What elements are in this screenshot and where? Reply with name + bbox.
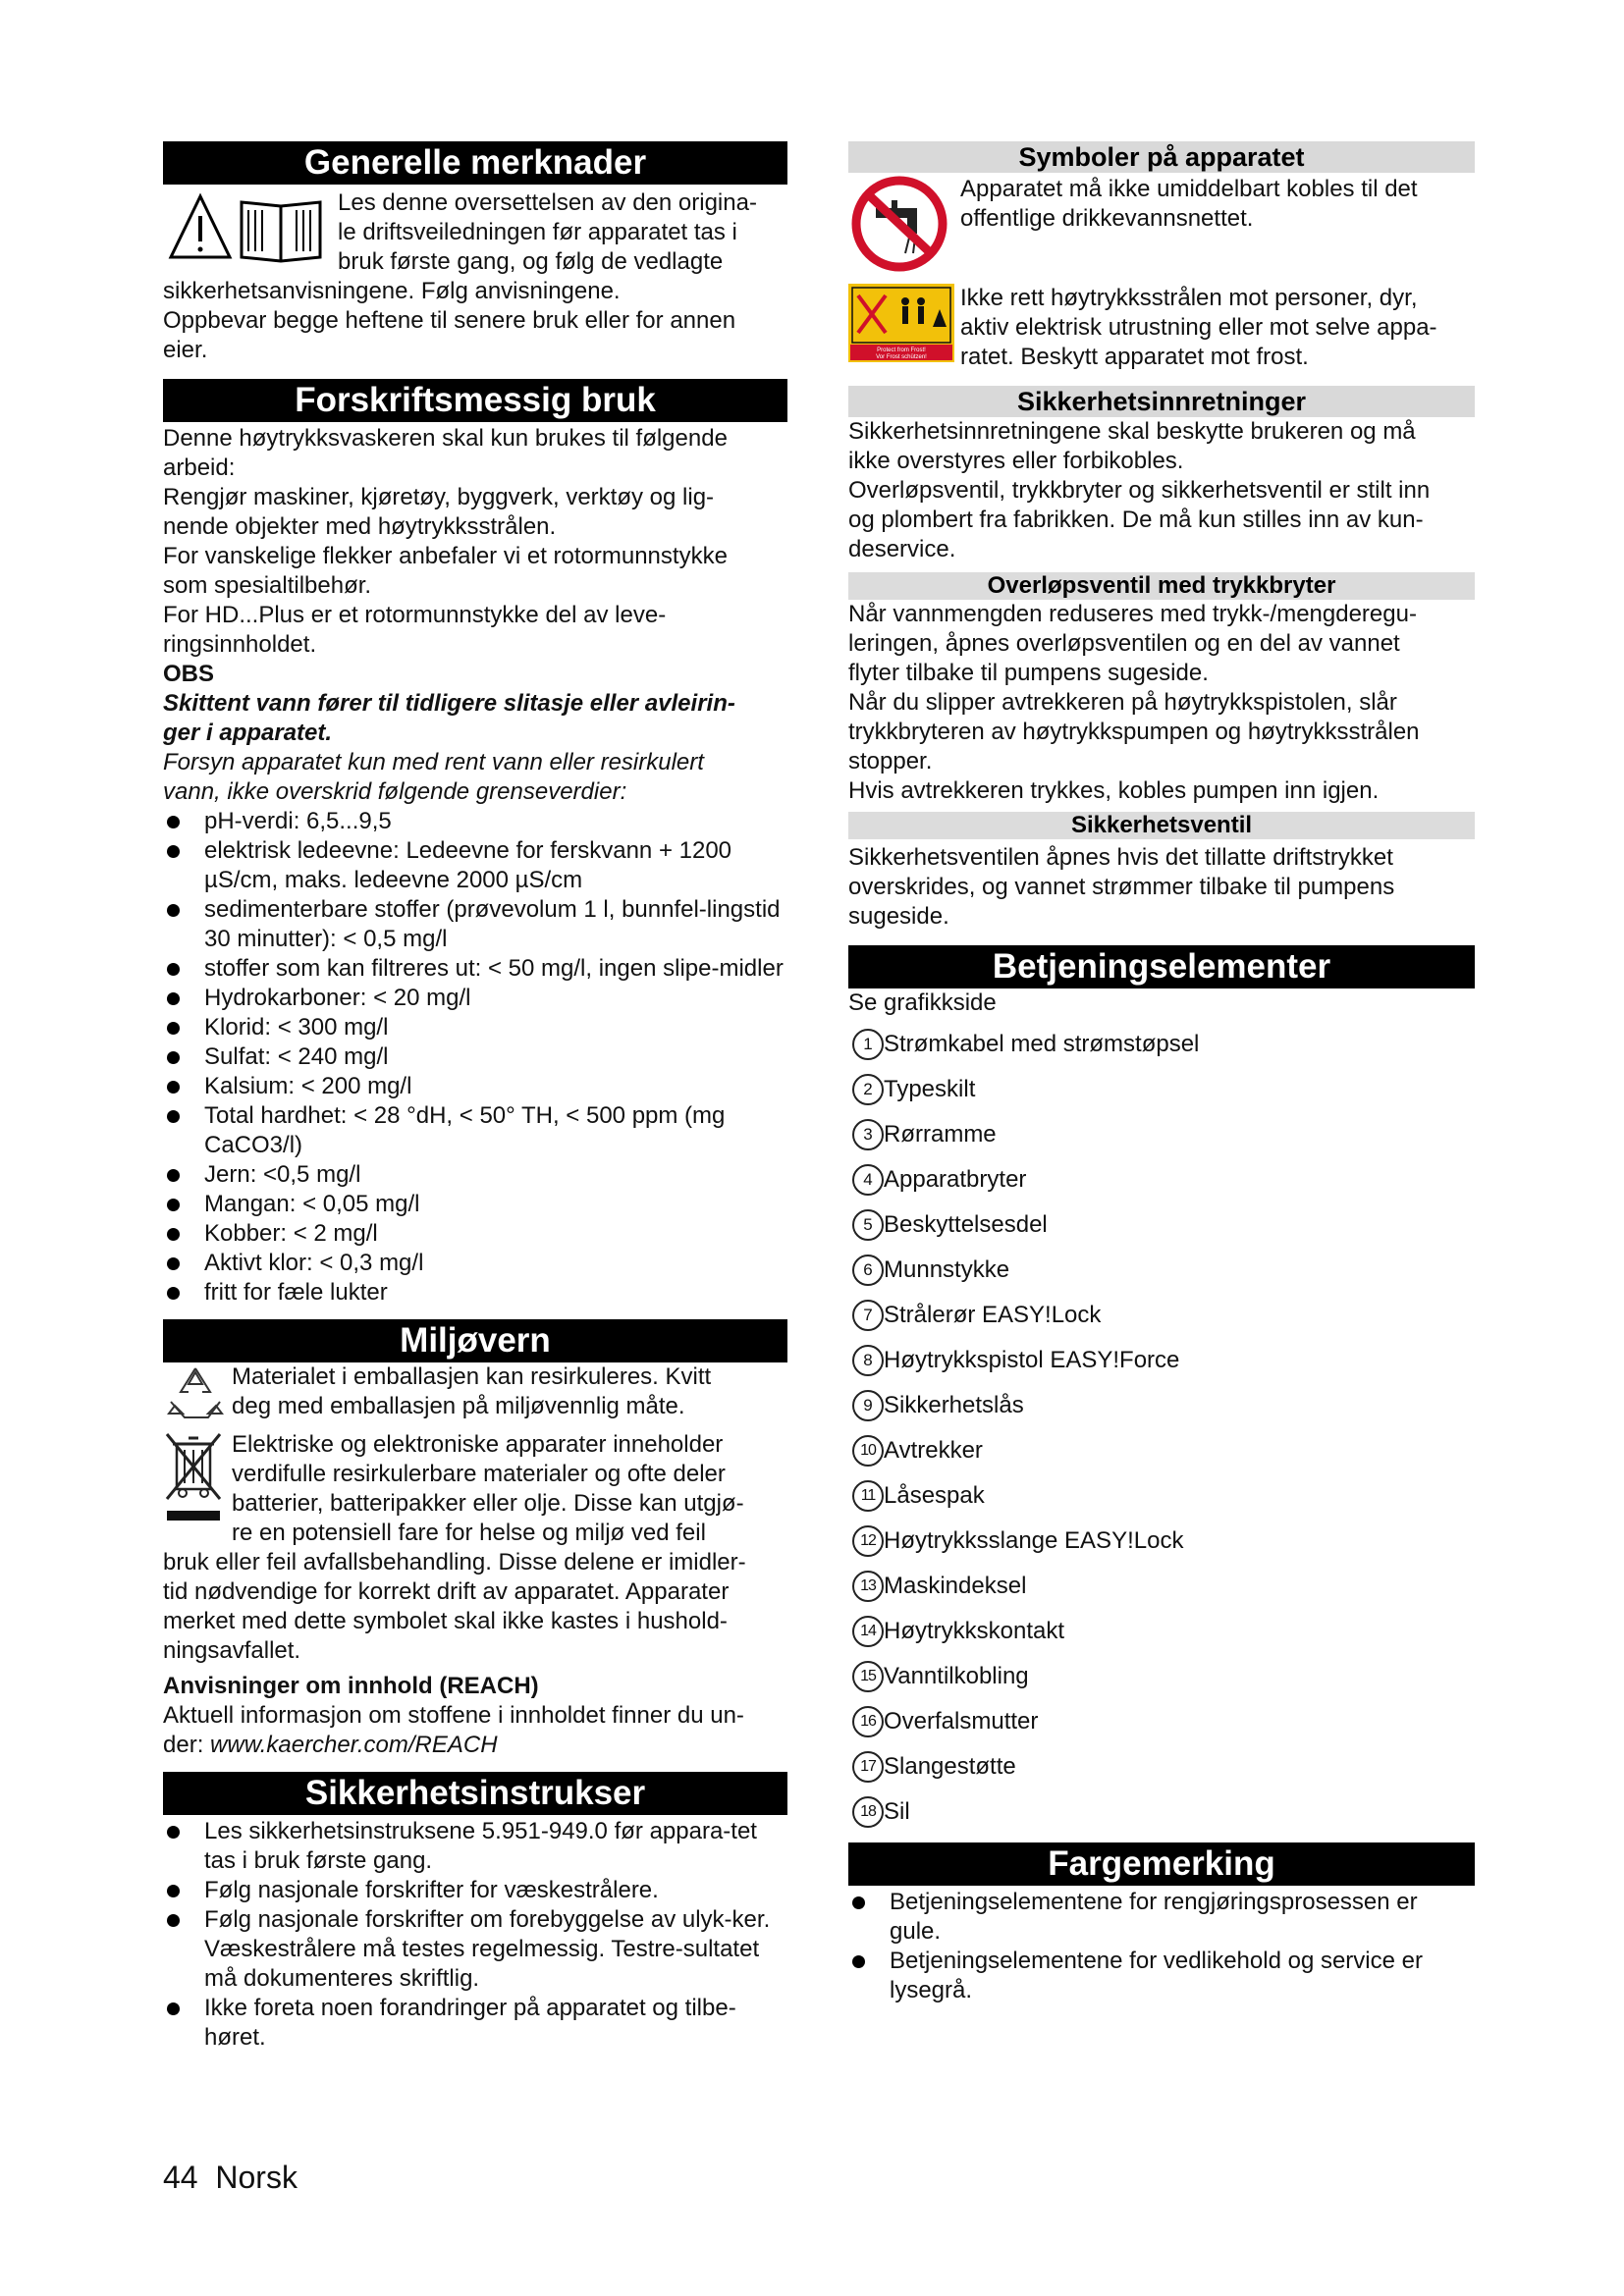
item-number: 10: [852, 1435, 884, 1467]
controls-list: [848, 1022, 1475, 1835]
list-item: 13 Maskindeksel: [848, 1564, 1475, 1609]
list-item: 2 Typeskilt: [848, 1067, 1475, 1112]
list-item: 8 Høytrykkspistol EASY!Force: [848, 1338, 1475, 1383]
manual-book-icon: [242, 202, 320, 261]
list-item: 16 Overfalsmutter: [848, 1699, 1475, 1744]
item-number: 4: [852, 1164, 884, 1196]
list-item: 12 Høytrykksslange EASY!Lock: [848, 1519, 1475, 1564]
item-number: 5: [852, 1209, 884, 1241]
item-number: 12: [852, 1525, 884, 1557]
list-item: Klorid: < 300 mg/l: [163, 1013, 787, 1042]
item-number: 13: [852, 1571, 884, 1602]
heading-safety-valve: Sikkerhetsventil: [848, 812, 1475, 839]
list-item: Følg nasjonale forskrifter for væskestrålere.: [163, 1876, 787, 1905]
crossed-bin-icon: [163, 1430, 226, 1528]
list-item: Kalsium: < 200 mg/l: [163, 1072, 787, 1101]
list-item: 4 Apparatbryter: [848, 1157, 1475, 1202]
list-item: Aktivt klor: < 0,3 mg/l: [163, 1249, 787, 1278]
item-number: 8: [852, 1345, 884, 1376]
warning-triangle-icon: [163, 188, 338, 277]
item-number: 18: [852, 1796, 884, 1828]
list-item: fritt for fæle lukter: [163, 1278, 787, 1308]
list-item: 5 Beskyttelsesdel: [848, 1202, 1475, 1248]
list-item: 9 Sikkerhetslås: [848, 1383, 1475, 1428]
jet-frost-warning-label-icon: [848, 284, 954, 362]
right-column: Symboler på apparatet Apparatet må ikke umiddelbart kobles til det offentlige drikkevannsnettet. Protect from Frost! Vor Frost schützen! Ikke rett høytrykksstrålen mot personer, dyr, aktiv elektrisk utrustning eller mot selve appa- ratet. Beskytt apparatet mot frost. Sikkerhetsinnretninger Sikkerhetsinnretningene skal beskytte brukeren og må ikke overstyres eller forbikobles. Overløpsventil, trykkbryter og sikkerhetsventil er stilt inn og plombert fra fabrikken. De må kun stilles inn av kun- deservice. Overløpsventil med trykkbryter Når vannmengden reduseres med trykk-/mengderegu- leringen, åpnes overløpsventilen og en del av vannet flyter tilbake til pumpens sugeside. Når du slipper avtrekkeren på høytrykkspistolen, slår trykkbryteren av høytrykkspumpen og høytrykksstrålen stopper. Hvis avtrekkeren trykkes, kobles pumpen inn igjen. Sikkerhetsventil Sikkerhetsventilen åpnes hvis det tillatte driftstrykket overskrides, og vannet strømmer tilbake til pumpens sugeside. Betjeningselementer Se grafikkside 1 Strømkabel med strømstøpsel 2 Typeskilt 3 Rørramme 4 Apparatbryter 5 Beskyttelsesdel 6 Munnstykke 7 Strålerør EASY!Lock 8 Høytrykkspistol EASY!Force 9 Sikkerhetslås 10 Avtrekker 11 Låsespak 12 Høytrykksslange EASY!Lock 13 Maskindeksel 14 Høytrykkskontakt 15 Vanntilkobling 16 Overfalsmutter 17 Slangestøtte 18 Sil Fargemerking Betjeningselementene for rengjøringsprosessen er gule. Betjeningselementene for vedlikehold og service er lysegrå.: [848, 141, 1475, 2005]
heading-safety-devices: Sikkerhetsinnretninger: [848, 386, 1475, 417]
jet-warning-row: Protect from Frost! Vor Frost schützen! Ikke rett høytrykksstrålen mot personer, dyr, aktiv elektrisk utrustning eller mot selve appa- ratet. Beskytt apparatet mot frost.: [848, 284, 1475, 372]
heading-general-notes: Generelle merknader: [163, 141, 787, 185]
item-number: 2: [852, 1074, 884, 1105]
list-item: elektrisk ledeevne: Ledeevne for ferskvann + 1200 µS/cm, maks. ledeevne 2000 µS/cm: [163, 836, 787, 895]
no-drinking-water-icon: [848, 175, 954, 273]
weee-row: Elektriske og elektroniske apparater inneholder verdifulle resirkulerbare materialer og ofte deler batterier, batteripakker eller olje. Disse kan utgjø- re en potensiell fare for helse og miljø ved feil: [163, 1430, 787, 1548]
list-item: 6 Munnstykke: [848, 1248, 1475, 1293]
safety-list: [163, 1817, 787, 2053]
heading-controls: Betjeningselementer: [848, 945, 1475, 988]
item-number: 7: [852, 1300, 884, 1331]
list-item: Les sikkerhetsinstruksene 5.951-949.0 før appara-tet tas i bruk første gang.: [163, 1817, 787, 1876]
item-number: 1: [852, 1029, 884, 1060]
list-item: 18 Sil: [848, 1789, 1475, 1835]
page-footer: [163, 2160, 298, 2196]
item-number: 9: [852, 1390, 884, 1421]
list-item: Mangan: < 0,05 mg/l: [163, 1190, 787, 1219]
item-number: 6: [852, 1255, 884, 1286]
heading-intended-use: Forskriftsmessig bruk: [163, 379, 787, 422]
list-item: Hydrokarboner: < 20 mg/l: [163, 984, 787, 1013]
heading-color-coding: Fargemerking: [848, 1842, 1475, 1886]
item-number: 14: [852, 1616, 884, 1647]
svg-text:Protect from Frost!: Protect from Frost!: [877, 347, 926, 353]
general-intro: [163, 188, 787, 277]
heading-safety-instructions: Sikkerhetsinstrukser: [163, 1772, 787, 1815]
list-item: 17 Slangestøtte: [848, 1744, 1475, 1789]
list-item: 7 Strålerør EASY!Lock: [848, 1293, 1475, 1338]
list-item: Betjeningselementene for vedlikehold og service er lysegrå.: [848, 1947, 1475, 2005]
list-item: Kobber: < 2 mg/l: [163, 1219, 787, 1249]
list-item: Jern: <0,5 mg/l: [163, 1160, 787, 1190]
heading-device-symbols: Symboler på apparatet: [848, 141, 1475, 173]
list-item: 10 Avtrekker: [848, 1428, 1475, 1473]
list-item: 1 Strømkabel med strømstøpsel: [848, 1022, 1475, 1067]
list-item: sedimenterbare stoffer (prøvevolum 1 l, bunnfel-lingstid 30 minutter): < 0,5 mg/l: [163, 895, 787, 954]
water-limits-list: [163, 807, 787, 1308]
list-item: Følg nasjonale forskrifter om forebyggelse av ulyk-ker. Væskestrålere må testes regelmessig. Testre-sultatet må dokumenteres skriftlig.: [163, 1905, 787, 1994]
obs-label: OBS: [163, 661, 215, 687]
list-item: Ikke foreta noen forandringer på apparatet og tilbe-høret.: [163, 1994, 787, 2053]
footer-language: Norsk: [215, 2160, 298, 2195]
list-item: 3 Rørramme: [848, 1112, 1475, 1157]
item-number: 17: [852, 1751, 884, 1783]
list-item: 14 Høytrykkskontakt: [848, 1609, 1475, 1654]
list-item: pH-verdi: 6,5...9,5: [163, 807, 787, 836]
recycling-row: Materialet i emballasjen kan resirkuleres. Kvitt deg med emballasjen på miljøvennlig måte.: [163, 1362, 787, 1426]
warning-manual-icons: [163, 188, 338, 277]
list-item: 11 Låsespak: [848, 1473, 1475, 1519]
item-number: 3: [852, 1119, 884, 1150]
item-number: 11: [852, 1480, 884, 1512]
list-item: Sulfat: < 240 mg/l: [163, 1042, 787, 1072]
heading-overflow-valve: Overløpsventil med trykkbryter: [848, 572, 1475, 600]
svg-text:Vor Frost schützen!: Vor Frost schützen!: [876, 354, 927, 360]
list-item: 15 Vanntilkobling: [848, 1654, 1475, 1699]
item-number: 16: [852, 1706, 884, 1737]
reach-heading: Anvisninger om innhold (REACH): [163, 1673, 539, 1699]
general-intro-text: Les denne oversettelsen av den origina- le driftsveiledningen før apparatet tas i bruk første gang, og følg de vedlagte: [338, 189, 757, 275]
reach-link[interactable]: www.kaercher.com/REACH: [210, 1732, 498, 1758]
heading-environment: Miljøvern: [163, 1319, 787, 1362]
list-item: stoffer som kan filtreres ut: < 50 mg/l, ingen slipe-midler: [163, 954, 787, 984]
left-column: Generelle merknader Les denne oversettelsen av den origina- le driftsveiledningen før apparatet tas i bruk første gang, og følg de vedlagte sikkerhetsanvisningene. Følg anvisningene. Oppbevar begge heftene til senere bruk eller for annen eier. Forskriftsmessig bruk Denne høytrykksvaskeren skal kun brukes til følgende arbeid: Rengjør maskiner, kjøretøy, byggverk, verktøy og lig- nende objekter med høytrykksstrålen. For vanskelige flekker anbefaler vi et rotormunnstykke som spesialtilbehør. For HD...Plus er et rotormunnstykke del av leve- ringsinnholdet. OBS Skittent vann fører til tidligere slitasje eller avleirin- ger i apparatet. Forsyn apparatet kun med rent vann eller resirkulert vann, ikke overskrid følgende grenseverdier: pH-verdi: 6,5...9,5 elektrisk ledeevne: Ledeevne for ferskvann + 1200 µS/cm, maks. ledeevne 2000 µS/cm sedimenterbare stoffer (prøvevolum 1 l, bunnfel-lingstid 30 minutter): < 0,5 mg/l stoffer som kan filtreres ut: < 50 mg/l, ingen slipe-midler Hydrokarboner: < 20 mg/l Klorid: < 300 mg/l Sulfat: < 240 mg/l Kalsium: < 200 mg/l Total hardhet: < 28 °dH, < 50° TH, < 500 ppm (mg CaCO3/l) Jern: <0,5 mg/l Mangan: < 0,05 mg/l Kobber: < 2 mg/l Aktivt klor: < 0,3 mg/l fritt for fæle lukter Miljøvern Materialet i emballasjen kan resirkuleres. Kvitt deg med emballasjen på miljøvennlig måte. Elektriske og elektroniske apparater inneholder verdifulle resirkulerbare materialer og ofte deler batterier, batteripakker eller olje. Disse kan utgjø- re en potensiell fare for helse og miljø ved feil bruk eller feil avfallsbehandling. Disse delene er imidler- tid nødvendige for korrekt drift av apparatet. Apparater merket med dette symbolet skal ikke kastes i hushold- ningsavfallet. Anvisninger om innhold (REACH) Aktuell informasjon om stoffene i innholdet finner du un- der: www.kaercher.com/REACH Sikkerhetsinstrukser Les sikkerhetsinstruksene 5.951-949.0 før appara-tet tas i bruk første gang. Følg nasjonale forskrifter for væskestrålere. Følg nasjonale forskrifter om forebyggelse av ulyk-ker. Væskestrålere må testes regelmessig. Testre-sultatet må dokumenteres skriftlig. Ikke foreta noen forandringer på apparatet og tilbe-høret.: [163, 141, 787, 2053]
recycling-icon: [163, 1362, 228, 1421]
drinking-water-row: Apparatet må ikke umiddelbart kobles til det offentlige drikkevannsnettet.: [848, 175, 1475, 278]
color-coding-list: [848, 1888, 1475, 2005]
list-item: Total hardhet: < 28 °dH, < 50° TH, < 500 ppm (mg CaCO3/l): [163, 1101, 787, 1160]
page-number: 44: [163, 2160, 198, 2195]
list-item: Betjeningselementene for rengjøringsprosessen er gule.: [848, 1888, 1475, 1947]
item-number: 15: [852, 1661, 884, 1692]
